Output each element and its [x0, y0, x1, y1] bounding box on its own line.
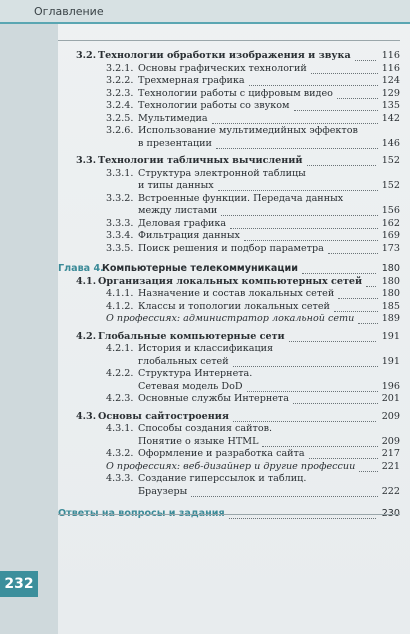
toc-entry[interactable]	[58, 63, 400, 76]
toc-entry-title: История и классификация	[138, 343, 274, 354]
toc-entry-title: Фильтрация данных	[138, 230, 240, 241]
toc-entry-page: 217	[381, 448, 400, 459]
toc-leader-dots	[334, 301, 378, 312]
toc-entry[interactable]	[58, 343, 400, 356]
toc-entry-title: Глобальные компьютерные сети	[98, 330, 285, 342]
toc-entry[interactable]	[58, 276, 400, 289]
toc-entry-number: 4.3.1.	[106, 423, 134, 434]
toc-entry-title: Создание гиперссылок и таблиц.	[138, 473, 307, 484]
toc-leader-dots	[221, 205, 377, 216]
toc-leader-dots	[230, 218, 378, 229]
toc-entry[interactable]	[58, 100, 400, 113]
toc-leader-dots	[233, 411, 376, 422]
toc-entry-number: 3.2.1.	[106, 62, 134, 74]
toc-entry-title: Классы и топологии локальных сетей	[138, 300, 330, 312]
toc-entry-number: 4.3.	[76, 410, 97, 422]
toc-entry-title: Браузеры	[138, 485, 188, 497]
toc-entry-title: глобальных сетей	[138, 355, 229, 367]
toc-entry-number: 3.3.4.	[106, 230, 134, 241]
toc-entry-page: 152	[381, 180, 400, 191]
toc-entry-page: 116	[381, 62, 400, 74]
toc-entry-page: 169	[381, 230, 400, 241]
toc-entry[interactable]	[58, 125, 400, 138]
toc-leader-dots	[337, 88, 378, 99]
toc-entry-page: 156	[381, 205, 400, 216]
toc-entry[interactable]	[58, 486, 400, 499]
toc-entry-title: Сетевая модель DoD	[138, 380, 243, 392]
toc-entry-page: 230	[381, 508, 400, 519]
toc-entry-number: 4.2.1.	[106, 343, 134, 354]
toc-entry-page: 201	[381, 393, 400, 404]
toc-entry-number: Глава 4.	[58, 263, 104, 274]
toc-leader-dots	[302, 263, 376, 274]
toc-leader-dots	[338, 288, 377, 299]
toc-entry-page: 152	[381, 155, 400, 166]
toc-leader-dots	[293, 393, 378, 404]
toc-entry-title: Ответы на вопросы и задания	[58, 508, 225, 519]
toc-entry-number: 4.1.	[76, 275, 97, 287]
toc-entry-title: Организация локальных компьютерных сетей	[98, 275, 363, 287]
toc-leader-dots	[359, 461, 377, 472]
toc-leader-dots	[358, 313, 377, 324]
toc-entry-title: Способы создания сайтов.	[138, 423, 273, 434]
toc-leader-dots	[294, 100, 378, 111]
toc-entry-page: 116	[381, 50, 400, 61]
toc-entry-number: 3.3.3.	[106, 217, 134, 229]
toc-entry-title: Мультимедиа	[138, 112, 208, 124]
toc-entry[interactable]	[58, 138, 400, 151]
toc-leader-dots	[212, 113, 378, 124]
toc-entry-title: Поиск решения и подбор параметра	[138, 242, 324, 254]
toc-entry-page: 180	[381, 263, 400, 274]
header-title: Оглавление	[34, 5, 104, 18]
toc-entry-number: 3.2.2.	[106, 75, 134, 86]
toc-entry-number: 3.3.5.	[106, 242, 134, 254]
toc-entry-page: 146	[381, 137, 400, 149]
toc-entry-title: и типы данных	[138, 180, 214, 191]
toc-entry-page: 129	[381, 87, 400, 99]
toc-entry-page: 209	[381, 435, 400, 447]
toc-entry-number: 3.2.6.	[106, 125, 134, 136]
toc-entry-title: в презентации	[138, 137, 212, 149]
toc-entry-number: 4.3.2.	[106, 448, 134, 459]
toc-entry-title: Технологии обработки изображения и звука	[98, 50, 351, 61]
toc-leader-dots	[289, 331, 376, 342]
toc-entry-number: 3.2.5.	[106, 112, 134, 124]
toc-leader-dots	[355, 50, 376, 61]
toc-entry-title: О профессиях: веб-дизайнер и другие профессии	[106, 460, 356, 472]
toc-entry[interactable]	[58, 75, 400, 88]
toc-leader-dots	[244, 230, 378, 241]
toc-entry[interactable]	[58, 313, 400, 326]
toc-entry-title: Структура электронной таблицы	[138, 167, 306, 179]
toc-entry[interactable]	[58, 288, 400, 301]
toc-entry-page: 124	[381, 75, 400, 86]
toc-entry-page: 191	[381, 355, 400, 367]
toc-leader-dots	[249, 75, 378, 86]
left-margin-band	[0, 0, 58, 634]
toc-leader-dots	[262, 436, 377, 447]
toc-entry[interactable]	[58, 193, 400, 206]
toc-entry-page: 189	[381, 313, 400, 324]
toc-entry-number: 4.1.1.	[106, 288, 134, 299]
toc-entry-page: 180	[381, 288, 400, 299]
toc-entry-number: 3.2.3.	[106, 87, 134, 99]
toc-entry-title: Использование мультимедийных эффектов	[138, 125, 358, 136]
toc-entry[interactable]	[58, 461, 400, 474]
toc-entry-title: Основы графических технологий	[138, 62, 307, 74]
toc-leader-dots	[328, 243, 378, 254]
toc-entry-number: 3.3.2.	[106, 192, 134, 204]
toc-entry-page: 209	[381, 410, 400, 422]
toc-entry-number: 4.2.	[76, 330, 97, 342]
toc-entry-page: 221	[381, 460, 400, 472]
toc-leader-dots	[216, 138, 378, 149]
toc-entry-title: Основы сайтостроения	[98, 410, 229, 422]
toc-entry-number: 3.2.4.	[106, 100, 134, 111]
toc-entry[interactable]	[58, 368, 400, 381]
toc-entry-title: Деловая графика	[138, 217, 227, 229]
toc-entry-title: Технологии работы со звуком	[138, 100, 290, 111]
toc-entry[interactable]	[58, 180, 400, 193]
toc-entry[interactable]	[58, 473, 400, 486]
toc-entry-title: О профессиях: администратор локальной сети	[106, 313, 355, 324]
toc-entry-number: 4.2.3.	[106, 393, 134, 404]
toc-entry[interactable]	[58, 436, 400, 449]
toc-entry-page: 180	[381, 275, 400, 287]
toc-entry-number: 4.2.2.	[106, 368, 134, 379]
toc-entry-page: 222	[381, 485, 400, 497]
toc-leader-dots	[247, 381, 378, 392]
toc-entry-title: Основные службы Интернета	[138, 393, 289, 404]
top-divider	[58, 40, 400, 41]
toc-entry-title: Понятие о языке HTML	[138, 435, 259, 447]
toc-entry-number: 4.1.2.	[106, 300, 134, 312]
toc-entry-page: 135	[381, 100, 400, 111]
toc-leader-dots	[307, 155, 376, 166]
toc-entry-title: Технологии работы с цифровым видео	[138, 87, 333, 99]
toc-entry-page: 185	[381, 300, 400, 312]
toc-leader-dots	[218, 180, 378, 191]
toc-entry[interactable]	[58, 423, 400, 436]
toc-entry-page: 173	[381, 242, 400, 254]
toc-entry-number: 3.3.	[76, 155, 97, 166]
toc-entry-title: Трехмерная графика	[138, 75, 245, 86]
toc-entry[interactable]	[58, 155, 400, 168]
toc-entry-page: 196	[381, 380, 400, 392]
toc-entry-title: Оформление и разработка сайта	[138, 448, 305, 459]
toc-leader-dots	[311, 63, 378, 74]
toc-entry[interactable]	[58, 113, 400, 126]
toc-entry-title: Встроенные функции. Передача данных	[138, 192, 344, 204]
toc-entry-title: Технологии табличных вычислений	[98, 155, 303, 166]
toc-entry-number: 3.2.	[76, 50, 97, 61]
toc-entry[interactable]	[58, 218, 400, 231]
page-number-badge: 232	[0, 571, 38, 597]
toc-entry[interactable]	[58, 411, 400, 424]
toc-entry[interactable]	[58, 230, 400, 243]
toc-entry[interactable]	[58, 263, 400, 276]
toc-entry[interactable]	[58, 205, 400, 218]
toc-entry-title: Структура Интернета.	[138, 368, 253, 379]
toc-entry[interactable]	[58, 356, 400, 369]
page-header	[0, 0, 410, 24]
toc-leader-dots	[191, 486, 377, 497]
toc-entry[interactable]	[58, 168, 400, 181]
toc-entry-page: 191	[381, 330, 400, 342]
toc-entry[interactable]	[58, 331, 400, 344]
toc-leader-dots	[366, 276, 376, 287]
toc-entry[interactable]	[58, 393, 400, 406]
toc-entry-title: Компьютерные телекоммуникации	[102, 263, 298, 274]
toc-leader-dots	[233, 356, 378, 367]
toc-entry[interactable]	[58, 88, 400, 101]
toc-entry[interactable]	[58, 243, 400, 256]
toc-entry-number: 3.3.1.	[106, 167, 134, 179]
toc-entry-title: между листами	[138, 205, 218, 216]
bottom-divider	[58, 514, 400, 515]
toc-entry-number: 4.3.3.	[106, 473, 134, 484]
toc-entry-page: 142	[381, 112, 400, 124]
toc-leader-dots	[309, 448, 378, 459]
toc-entry[interactable]	[58, 301, 400, 314]
toc-entry-title: Назначение и состав локальных сетей	[138, 288, 335, 299]
toc-entry[interactable]	[58, 50, 400, 63]
toc-entry-page: 162	[381, 217, 400, 229]
toc-entry[interactable]	[58, 381, 400, 394]
toc-entry[interactable]	[58, 448, 400, 461]
